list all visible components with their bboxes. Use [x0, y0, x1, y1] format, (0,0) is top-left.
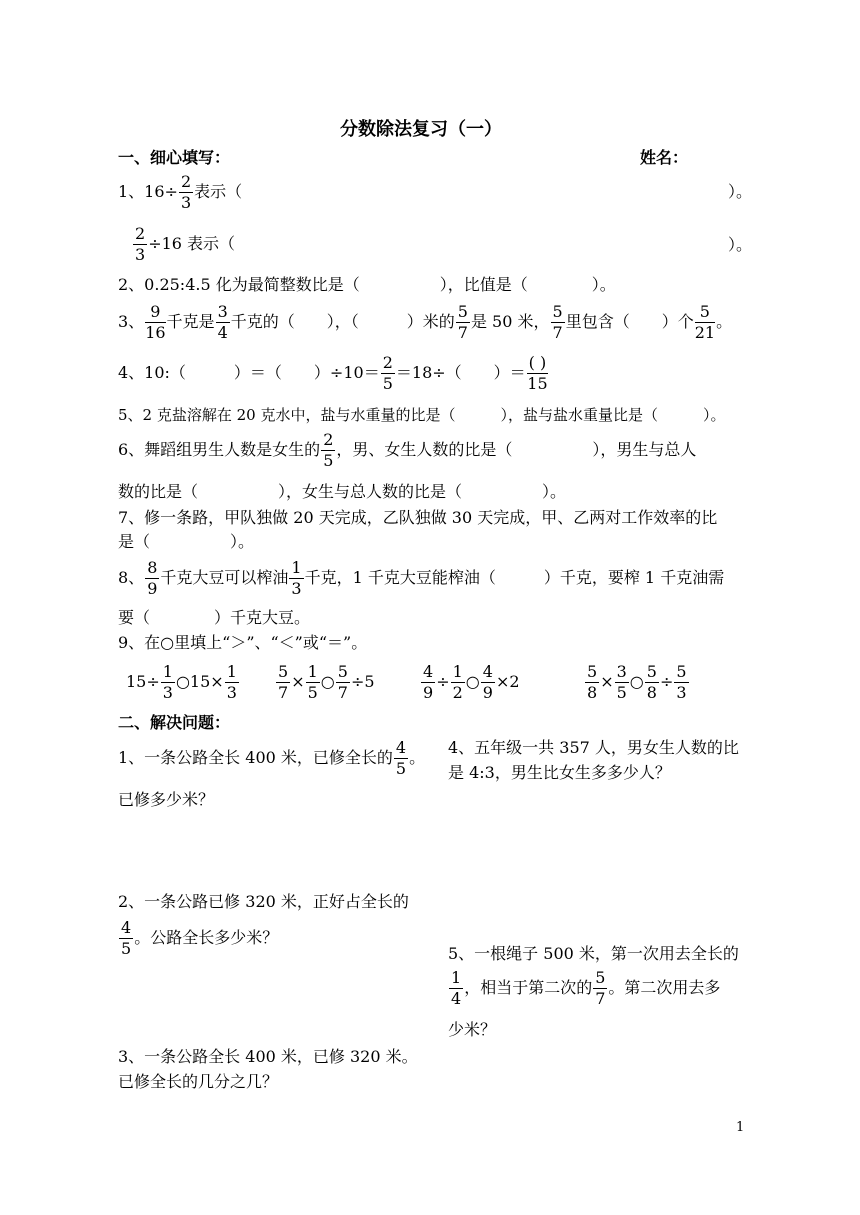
question-1a [118, 172, 242, 213]
fraction: $\frac{2}{3}$ [180, 172, 192, 212]
question-7: 7、修一条路，甲队独做 20 天完成，乙队独做 30 天完成，甲、乙两对工作效率的比 [118, 508, 718, 527]
comparison-1: 15÷ $\frac{1}{3}$ ○15× $\frac{1}{3}$ [126, 662, 237, 702]
q1a-end: ）。 [728, 182, 753, 201]
section1-heading: 一、细心填写： [118, 148, 231, 167]
problem-5-line3: 少米？ [448, 1020, 497, 1039]
problem-1: 1、一条公路全长 400 米，已修全长的 $\frac{4}{5}$ 。 [118, 738, 426, 778]
comparison-4: $\frac{5}{8}$ × $\frac{3}{5}$ ○ $\frac{5}{8}$ ÷ $\frac{5}{3}$ [587, 662, 687, 702]
q1b-text: ÷16 表示（ [148, 234, 236, 253]
q1a-text: 表示（ [194, 182, 243, 201]
comparison-3: $\frac{4}{9}$ ÷ $\frac{1}{2}$ ○ $\frac{4}{9}$ ×2 [423, 662, 520, 702]
question-2: 2、0.25:4.5 化为最简整数比是（ ），比值是（ ）。 [118, 275, 616, 294]
question-1b [132, 224, 235, 265]
comparison-2: $\frac{5}{7}$ × $\frac{1}{5}$ ○ $\frac{5}{7}$ ÷5 [278, 662, 375, 702]
q1a-prefix: 1、16÷ [118, 182, 178, 201]
question-3: 3、 $\frac{9}{16}$ 千克是 $\frac{3}{4}$ 千克的（ ），（ ）米的 $\frac{5}{7}$ 是 50 米， $\frac{5}{7}$ 里包含（ ）个 $\frac{5}{21}$ 。 [118, 302, 733, 342]
question-8-line2: 要（ ）千克大豆。 [118, 608, 311, 627]
problem-5: 5、一根绳子 500 米，第一次用去全长的 [448, 944, 739, 963]
question-6: 6、舞蹈组男生人数是女生的 $\frac{2}{5}$ ，男、女生人数的比是（ ），男生与总人 [118, 430, 697, 470]
question-6-line2: 数的比是（ ），女生与总人数的比是（ ）。 [118, 482, 567, 501]
problem-1-line2: 已修多少米？ [118, 790, 215, 809]
question-4: 4、10:（ ）＝（ ）÷10＝ $\frac{2}{5}$ ＝18÷（ ）＝ $\frac{( )}{15}$ [118, 353, 548, 393]
problem-3-line2: 已修全长的几分之几？ [118, 1072, 279, 1091]
name-label: 姓名： [640, 148, 689, 167]
problem-4-line2: 是 4:3，男生比女生多多少人？ [448, 763, 671, 782]
problem-2-line2: $\frac{4}{5}$ 。公路全长多少米？ [121, 918, 279, 958]
fraction: $\frac{2}{3}$ [135, 224, 146, 264]
problem-5-line2: $\frac{1}{4}$ ，相当于第二次的 $\frac{5}{7}$ 。第二次用去多 [451, 968, 721, 1008]
problem-4: 4、五年级一共 357 人，男女生人数的比 [448, 738, 739, 757]
question-7-line2: 是（ ）。 [118, 532, 255, 551]
question-5: 5、2 克盐溶解在 20 克水中，盐与水重量的比是（ ），盐与盐水重量比是（ ）。 [118, 406, 726, 424]
page-title: 分数除法复习（一） [340, 119, 502, 140]
q1b-end: ）。 [728, 235, 753, 254]
question-9: 9、在○里填上“＞”、“＜”或“＝”。 [118, 633, 368, 652]
problem-3: 3、一条公路全长 400 米，已修 320 米。 [118, 1047, 418, 1066]
problem-2: 2、一条公路已修 320 米，正好占全长的 [118, 892, 409, 911]
page-number: 1 [736, 1120, 745, 1135]
question-8: 8、 $\frac{8}{9}$ 千克大豆可以榨油 $\frac{1}{3}$ 千克，1 千克大豆能榨油（ ）千克，要榨 1 千克油需 [118, 558, 725, 598]
section2-heading: 二、解决问题： [118, 713, 231, 732]
